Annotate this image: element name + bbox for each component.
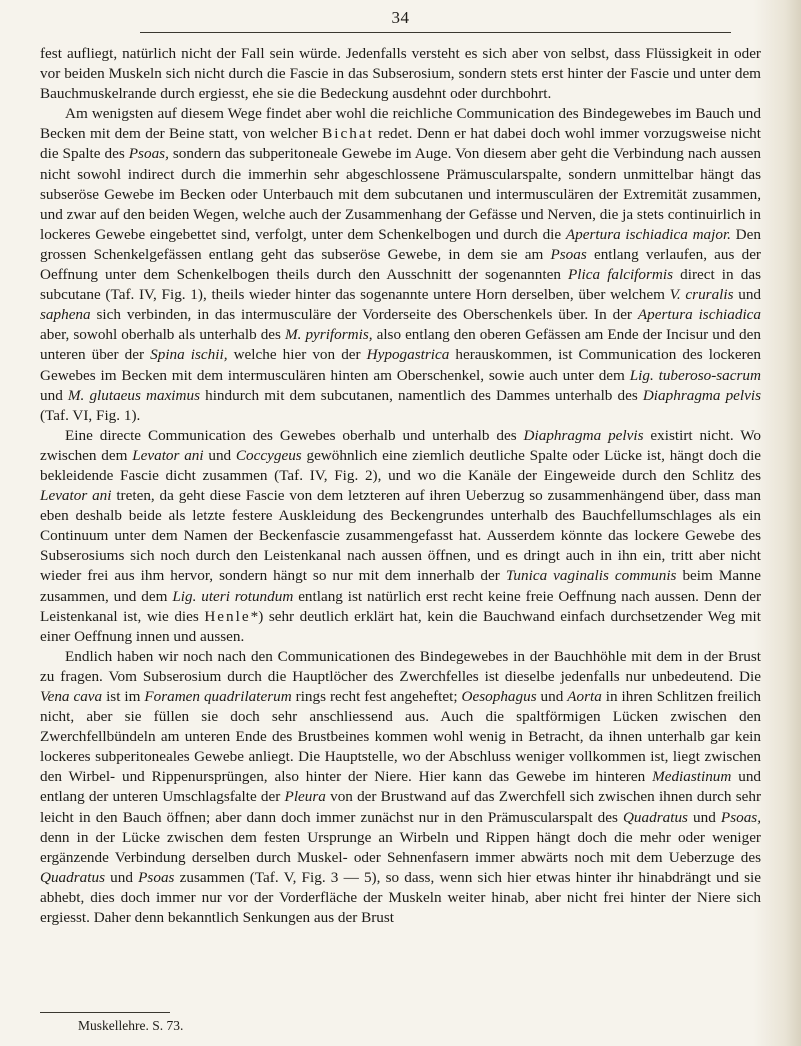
text-run: und [687,808,721,826]
page-number: 34 [391,8,410,27]
text-run: entlang verlaufen, aus der Oeffnung unter dem Schenkelbogen theils durch den Ausschnitt der sogenannten [40,245,761,284]
italic-term: Pleura [284,788,326,806]
text-run: sich verbinden, in das intermusculäre der Vorderseite des Oberschenkels über. In der [90,306,638,324]
italic-term: Psoas [138,868,175,886]
text-run: aber, sowohl oberhalb als unterhalb des [40,326,285,344]
author-name: Henle [204,607,251,625]
text-run: beim Manne zusammen, und dem [40,567,761,605]
italic-term: Quadratus [40,868,105,886]
text-run: *) sehr deutlich erklärt hat, kein die Bauchwand einfach durchsetzender Weg mit einer Oeffnung innen und aussen. [40,607,761,645]
paragraph [40,44,761,104]
text-run: entlang ist natürlich erst recht keine freie Oeffnung nach aussen. Denn der Leistenkanal ist, wie dies [40,587,761,625]
text-run: und [40,386,68,404]
italic-term: saphena [40,306,91,324]
italic-term: Diaphragma pelvis [642,386,761,404]
text-run: zusammen (Taf. V, Fig. 3 — 5), so dass, wenn sich hier etwas hinter ihr hinabdrängt und sie abhebt, dies doch immer nur vor der Vorderfläche der Muskeln weiter hinab, aber nicht frei hinter der Niere sich ergiesst. Daher denn bekanntlich Senkungen aus der Brust [40,868,762,927]
text-run: welche hier von der [227,346,367,364]
italic-term: Apertura ischiadica major. [565,225,731,243]
text-run: Am wenigsten auf diesem Wege findet aber wohl die reichliche Communication des Bindegewebes im Bauch und Becken mit dem der Beine statt, von welcher [40,105,761,143]
text-run: hindurch mit dem subcutanen, namentlich des Dammes unterhalb des [200,386,643,404]
text-run: in ihren Schlitzen freilich nicht, aber sie füllen sie doch sehr anschliessend aus. Auch die spaltförmigen Lücken zwischen den Zwerchfellbündeln am unteren Ende des Brustbeines kommen wohl wenig in Betracht, da ihnen unterhalb gar kein lockeres subperitoneales Gewebe anliegt. Die Hauptstelle, wo der Abschluss weniger vollkommen ist, liegt zwischen den Wirbel- und Rippenursprüngen, also hinter der Niere. Hier kann das Gewebe im hinteren [40,688,762,786]
italic-term: Diaphragma pelvis [523,426,644,444]
italic-term: Tunica vaginalis communis [505,567,677,585]
text-run: redet. Denn er hat dabei doch wohl immer vorzugsweise nicht die Spalte des [40,125,761,163]
italic-term: Aorta [567,688,602,705]
body-text [40,44,761,928]
italic-term: Apertura ischiadica [637,306,761,324]
italic-term: Plica falciformis [568,266,674,284]
text-run: direct in das subcutane (Taf. IV, Fig. 1), theils wieder hinter das sogenannte untere Horn derselben, über welchem [40,266,761,304]
italic-term: M. pyriformis, [284,326,373,344]
italic-term: Quadratus [622,808,688,826]
italic-term: Coccygeus [235,446,302,464]
italic-term: Vena cava [40,688,103,705]
italic-term: V. cruralis [669,286,734,304]
italic-term: Levator ani [40,487,112,505]
footnote-rule [40,1012,170,1013]
paragraph [40,104,761,426]
text-run: und [203,446,236,464]
footnote: Muskellehre. S. 73. [78,1018,184,1033]
text-run: treten, da geht diese Fascie von dem letzteren auf ihren Ueberzug so zusammenhängend über, dass man eben deshalb beide als letzte festere Auskleidung des Beckengrundes unterhalb des Bauchfellumschlages als ein Continuum unter dem Namen der Beckenfascie zusammengefasst hat. Ausserdem könnte das lockere Gewebe des Subserosiums sich noch durch den Leistenkanal nach aussen öffnen, und es dringt auch in ihn ein, tritt aber nicht wieder frei aus ihm hervor, sondern hängt so nur mit dem innerhalb der [40,487,761,585]
italic-term: Hypogastrica [366,346,450,364]
italic-term: Levator ani [132,446,204,464]
text-run: fest aufliegt, natürlich nicht der Fall sein würde. Jedenfalls versteht es sich aber von selbst, dass Flüssigkeit in oder vor beiden Muskeln sich nicht durch die Fascie in das Subserosium, sondern stets erst hinter der Fascie und unter dem Bauchmuskelrande durch ergiesst, ehe sie die Bedeckung ausdehnt oder durchbohrt. [40,45,761,103]
text-run: also entlang den oberen Gefässen am Ende der Incisur und den unteren über der [40,326,761,364]
paragraph [40,647,761,928]
text-run: von der Brustwand auf das Zwerchfell sich zwischen ihnen durch sehr leicht in den Bauch öffnen; aber dann doch immer zunächst nur in den Prämuscularspalt des [40,788,761,826]
text-run: und entlang der unteren Umschlagsfalte der [40,768,762,806]
text-run: (Taf. VI, Fig. 1). [40,406,141,424]
text-run: sondern das subperitoneale Gewebe im Auge. Von diesem aber geht die Verbindung nach aussen nicht sowohl indirect durch die immerhin sehr abgeschlossene Prämuscularspalte, sondern unmittelbar hängt das subseröse Gewebe im Becken oder Unterbauch mit dem subcutanen und intermusculären der Extremität zusammen, und zwar auf den beiden Wegen, welche auch der Zusammenhang der Gefässe und Nerven, die ja stets continuirlich in lockeres Gewebe eingebettet sind, verfolgt, unter dem Schenkelbogen und durch die [40,145,761,243]
header-rule [140,32,731,33]
italic-term: Mediastinum [652,768,732,786]
italic-term: Lig. uteri rotundum [172,587,294,605]
italic-term: Psoas [550,245,587,263]
text-run: denn in der Lücke zwischen dem festen Ursprunge an Wirbeln und Rippen hängt doch die mehr oder weniger ergänzende Verbindung derselben durch Muskel- oder Sehnenfasern immer abwärts noch mit dem Ueberzuge des [40,828,761,866]
text-run: rings recht fest angeheftet; [291,688,462,705]
text-run: Den grossen Schenkelgefässen entlang geht das subseröse Gewebe, in dem sie am [40,225,761,263]
italic-term: Psoas, [128,145,169,163]
italic-term: Psoas, [720,808,762,826]
paragraph [40,426,761,647]
text-run: herauskommen, ist Communication des lockeren Gewebes im Becken mit dem intermusculären hinten am Oberschenkel, sowie auch unter dem [40,346,762,384]
text-run: ist im [102,688,145,705]
italic-term: Oesophagus [461,688,537,705]
text-run: Endlich haben wir noch nach den Communicationen des Bindegewebes in der Bauchhöhle mit dem in der Brust zu fragen. Vom Subserosium durch die Hauptlöcher des Zwerchfelles ist dieselbe jedenfalls nur unbedeutend. Die [40,647,761,685]
italic-term: Spina ischii, [150,346,228,364]
author-name: Bichat [322,125,374,143]
italic-term: Lig. tuberoso-sacrum [629,366,761,384]
text-run: existirt nicht. Wo zwischen dem [40,426,761,464]
text-run: und [733,286,762,304]
text-run: und [536,688,568,705]
italic-term: Foramen quadrilaterum [144,688,292,705]
text-run: und [104,868,139,886]
italic-term: M. glutaeus maximus [67,386,201,404]
text-run: gewöhnlich eine ziemlich deutliche Spalte oder Lücke ist, hängt doch die bekleidende Fascie dicht zusammen (Taf. IV, Fig. 2), und wo die Kanäle der Eingeweide durch den Schlitz des [40,446,762,484]
text-run: Eine directe Communication des Gewebes oberhalb und unterhalb des [65,426,524,444]
